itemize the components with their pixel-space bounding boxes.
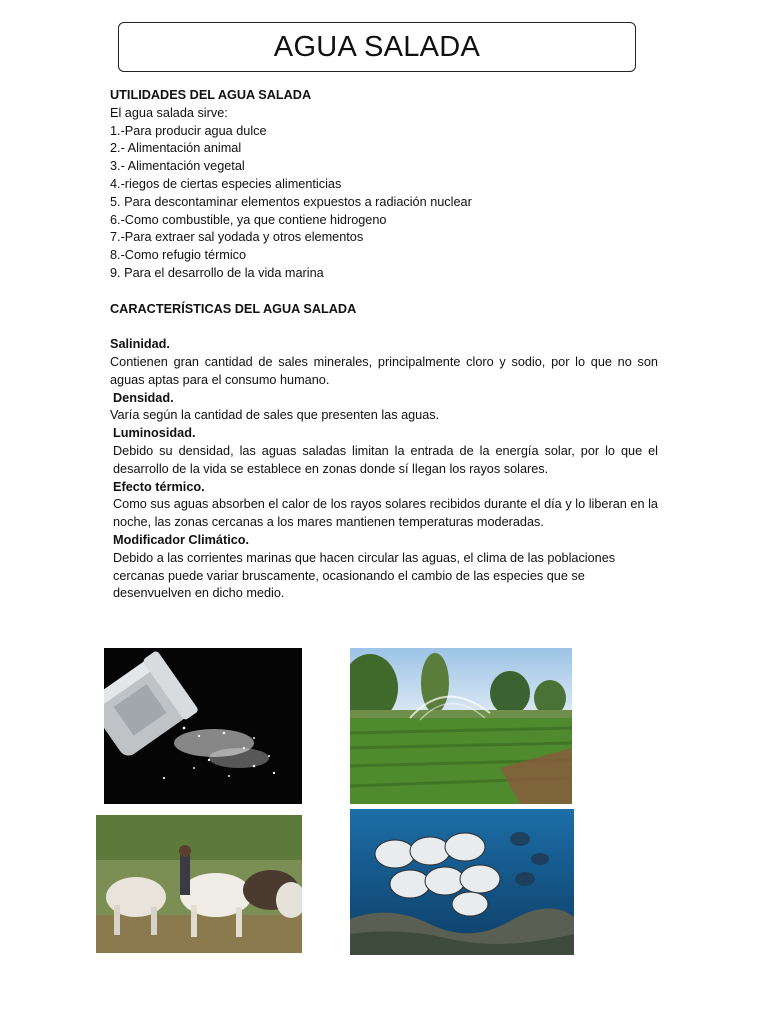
list-item: 4.-riegos de ciertas especies alimenticias [110, 176, 342, 191]
section-text: Debido su densidad, las aguas saladas limitan la entrada de la energía solar, por lo que el desarrollo de la vida se establece en zonas donde sí llegan los rayos solares. [113, 443, 658, 476]
list-item: 6.-Como combustible, ya que contiene hidrogeno [110, 212, 387, 227]
list-item: 7.-Para extraer sal yodada y otros elementos [110, 230, 364, 245]
uses-list [110, 123, 658, 283]
characteristics-heading: CARACTERÍSTICAS DEL AGUA SALADA [110, 301, 357, 316]
section-term: Densidad. [113, 390, 174, 405]
section-term: Luminosidad. [113, 426, 196, 441]
list-item: 5. Para descontaminar elementos expuestos a radiación nuclear [110, 194, 472, 209]
list-item: 8.-Como refugio térmico [110, 248, 247, 263]
uses-heading: UTILIDADES DEL AGUA SALADA [110, 88, 312, 102]
section-term: Efecto térmico. [113, 479, 205, 494]
section-text: Como sus aguas absorben el calor de los rayos solares recibidos durante el día y lo liberan en la noche, las zonas cercanas a los mares mantienen temperaturas moderadas. [113, 497, 658, 530]
fish-image [350, 809, 574, 955]
list-item: 3.- Alimentación vegetal [110, 159, 245, 174]
section-text: Contienen gran cantidad de sales minerales, principalmente cloro y sodio, por lo que no son aguas aptas para el consumo humano. [110, 354, 658, 387]
section-text: Varía según la cantidad de sales que presenten las aguas. [110, 408, 440, 423]
list-item: 2.- Alimentación animal [110, 141, 242, 156]
uses-intro: El agua salada sirve: [110, 105, 228, 120]
list-item: 9. Para el desarrollo de la vida marina [110, 265, 324, 280]
document-body [110, 87, 658, 603]
section-term: Salinidad. [110, 337, 170, 352]
list-item: 1.-Para producir agua dulce [110, 123, 267, 138]
salt-shaker-image [104, 648, 302, 804]
irrigation-field-image [350, 648, 572, 804]
page-title: AGUA SALADA [118, 22, 636, 72]
cattle-image [96, 815, 302, 953]
section-term: Modificador Climático. [113, 532, 250, 547]
section-text: Debido a las corrientes marinas que hacen circular las aguas, el clima de las poblaciones cercanas puede variar bruscamente, ocasionando el cambio de las especies que se desenvuelven en dicho medio. [113, 550, 616, 601]
